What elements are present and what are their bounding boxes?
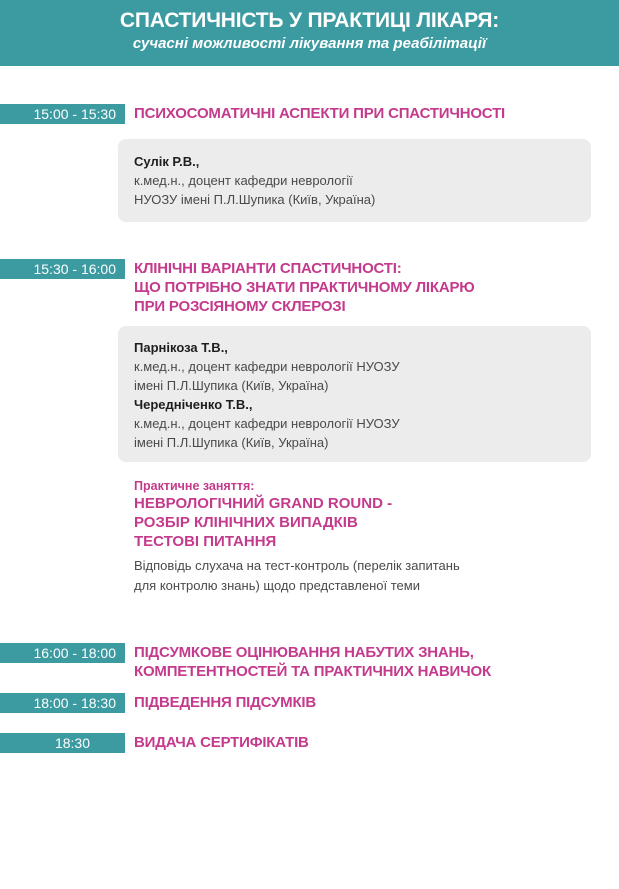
practice-description xyxy=(134,556,594,596)
session-title-line: ЩО ПОТРІБНО ЗНАТИ ПРАКТИЧНОМУ ЛІКАРЮ xyxy=(134,279,475,296)
speaker-credential: к.мед.н., доцент кафедри неврології НУОЗУ xyxy=(134,416,400,431)
session-title-line: КОМПЕТЕНТНОСТЕЙ ТА ПРАКТИЧНИХ НАВИЧОК xyxy=(134,663,491,680)
practice-title-line: НЕВРОЛОГІЧНИЙ GRAND ROUND - xyxy=(134,495,393,512)
page-title: СПАСТИЧНІСТЬ У ПРАКТИЦІ ЛІКАРЯ: xyxy=(119,9,500,32)
speaker-affiliation: імені П.Л.Шупика (Київ, Україна) xyxy=(134,435,329,450)
speaker-name: Сулік Р.В., xyxy=(134,154,200,169)
practice-description-line: Відповідь слухача на тест-контроль (перелік запитань xyxy=(134,558,460,573)
practice-label: Практичне заняття: xyxy=(134,479,255,493)
practice-description-line: для контролю знань) щодо представленої теми xyxy=(134,578,420,593)
session-title xyxy=(134,693,316,712)
session-title xyxy=(134,643,491,681)
practice-title-line: РОЗБІР КЛІНІЧНИХ ВИПАДКІВ xyxy=(134,514,358,531)
speaker-block xyxy=(134,152,574,209)
time-badge: 18:30 xyxy=(0,733,125,753)
speaker-block xyxy=(134,338,574,452)
header-banner xyxy=(0,0,619,66)
practice-title-line: ТЕСТОВІ ПИТАННЯ xyxy=(134,533,277,550)
time-badge: 15:00 - 15:30 xyxy=(0,104,125,124)
practice-block xyxy=(134,478,594,596)
speaker-affiliation: НУОЗУ імені П.Л.Шупика (Київ, Україна) xyxy=(134,192,376,207)
session-title xyxy=(134,104,505,123)
practice-title xyxy=(134,494,594,551)
session-title-line: ПСИХОСОМАТИЧНІ АСПЕКТИ ПРИ СПАСТИЧНОСТІ xyxy=(134,105,505,122)
speaker-name: Чередніченко Т.В., xyxy=(134,397,253,412)
session-title-line: ПРИ РОЗСІЯНОМУ СКЛЕРОЗІ xyxy=(134,298,346,315)
speaker-credential: к.мед.н., доцент кафедри неврології xyxy=(134,173,353,188)
session-title-line: ПІДСУМКОВЕ ОЦІНЮВАННЯ НАБУТИХ ЗНАНЬ, xyxy=(134,644,474,661)
speaker-affiliation: імені П.Л.Шупика (Київ, Україна) xyxy=(134,378,329,393)
session-title-line: ПІДВЕДЕННЯ ПІДСУМКІВ xyxy=(134,694,317,711)
session-title-line: ВИДАЧА СЕРТИФІКАТІВ xyxy=(134,734,309,751)
page-subtitle: сучасні можливості лікування та реабілітації xyxy=(132,35,487,52)
time-badge: 15:30 - 16:00 xyxy=(0,259,125,279)
session-title xyxy=(134,733,309,752)
time-badge: 16:00 - 18:00 xyxy=(0,643,125,663)
session-title-line: КЛІНІЧНІ ВАРІАНТИ СПАСТИЧНОСТІ: xyxy=(134,260,402,277)
speaker-name: Парнікоза Т.В., xyxy=(134,340,228,355)
speaker-credential: к.мед.н., доцент кафедри неврології НУОЗУ xyxy=(134,359,400,374)
time-badge: 18:00 - 18:30 xyxy=(0,693,125,713)
session-title xyxy=(134,259,475,316)
